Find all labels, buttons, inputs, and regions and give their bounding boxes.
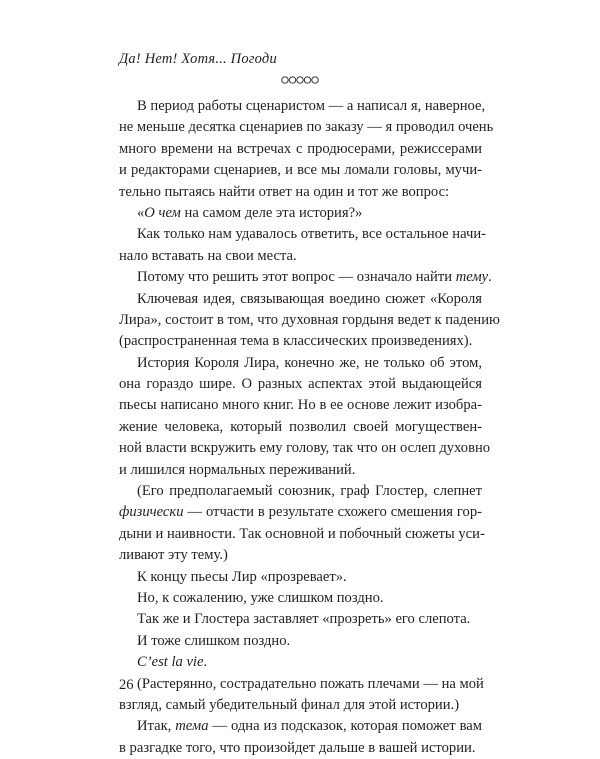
- text-segment: тельно пытаясь найти ответ на один и тот же вопрос:: [119, 183, 450, 200]
- text-line: [119, 353, 482, 374]
- text-segment: Ключевая идея, связывающая воедино сюжет «Короля: [137, 290, 482, 307]
- italic-text: О чем: [144, 204, 181, 221]
- italic-text: физически: [119, 504, 184, 521]
- text-line: [119, 289, 482, 310]
- text-segment: Но, к сожалению, уже слишком поздно.: [137, 589, 384, 606]
- text-line: [119, 203, 482, 224]
- text-segment: пьесы написано много книг. Но в ее основе лежит изобра-: [119, 397, 482, 414]
- text-segment: дыни и наивности. Так основной и побочный сюжеты уси-: [119, 525, 485, 542]
- text-segment: В период работы сценаристом — а написал я, наверное,: [137, 98, 486, 114]
- text-segment: К концу пьесы Лир «прозревает».: [137, 568, 347, 585]
- text-line: [119, 674, 482, 695]
- text-line: [119, 417, 482, 438]
- text-line: [119, 374, 482, 395]
- text-line: [119, 96, 486, 117]
- text-segment: на самом деле эта история?»: [180, 204, 363, 221]
- text-segment: ной власти вскружить ему голову, так что он ослеп духовно: [119, 440, 491, 457]
- text-line: [119, 481, 482, 502]
- text-line: [119, 609, 482, 630]
- text-segment: жение человека, который позволил своей могуществен-: [119, 418, 482, 435]
- text-line: [119, 182, 482, 203]
- text-line: [119, 631, 482, 652]
- text-segment: — отчасти в результате схожего смешения гор-: [183, 504, 482, 521]
- text-segment: «: [137, 204, 145, 221]
- text-segment: (Растерянно, сострадательно пожать плечами — на мой: [137, 675, 484, 692]
- text-line: [119, 588, 482, 609]
- text-segment: в разгадке того, что произойдет дальше в вашей истории.: [119, 739, 476, 756]
- text-line: [119, 438, 491, 459]
- text-segment: ливают эту тему.): [119, 547, 228, 564]
- text-segment: и редакторами сценариев, и все мы ломали головы, мучи-: [119, 162, 482, 179]
- text-segment: Так же и Глостера заставляет «прозреть» его слепота.: [137, 611, 471, 628]
- text-line: [119, 502, 482, 523]
- text-line: [119, 524, 485, 545]
- text-segment: Лира», состоит в том, что духовная гордыня ведет к падению: [119, 311, 500, 328]
- text-segment: (Его предполагаемый союзник, граф Глостер, слепнет: [137, 483, 482, 500]
- text-line: [119, 310, 500, 331]
- text-line: [119, 652, 482, 673]
- text-segment: Потому что решить этот вопрос — означало найти: [137, 269, 456, 286]
- italic-text: тема: [175, 718, 209, 735]
- ornament-circles: [270, 74, 330, 86]
- text-segment: .: [488, 269, 492, 286]
- text-line: [119, 716, 482, 737]
- text-line: [119, 267, 492, 288]
- page-number: 26: [119, 677, 134, 693]
- text-line: [119, 567, 482, 588]
- text-segment: много времени на встречах с продюсерами, режиссерами: [119, 140, 482, 157]
- italic-text: тему: [455, 269, 489, 286]
- body-text: [119, 96, 500, 759]
- text-line: [119, 331, 482, 352]
- text-line: [119, 738, 482, 759]
- text-segment: История Короля Лира, конечно же, не только об этом,: [137, 354, 482, 371]
- text-segment: — одна из подсказок, которая поможет вам: [208, 718, 482, 735]
- text-line: [119, 117, 494, 138]
- text-line: [119, 246, 482, 267]
- italic-text: C’est la vie: [137, 654, 204, 671]
- text-segment: (распространенная тема в классических произведениях).: [119, 333, 473, 350]
- text-segment: она гораздо шире. О разных аспектах этой выдающейся: [119, 376, 482, 393]
- text-segment: Итак,: [137, 718, 176, 735]
- text-line: [119, 160, 482, 181]
- text-segment: и лишился нормальных переживаний.: [119, 461, 356, 478]
- text-line: [119, 395, 482, 416]
- text-segment: Как только нам удавалось ответить, все остальное начи-: [137, 226, 486, 243]
- text-segment: И тоже слишком поздно.: [137, 632, 291, 649]
- text-segment: .: [203, 654, 208, 671]
- text-line: [119, 695, 482, 716]
- text-segment: не меньше десятка сценариев по заказу — я проводил очень: [119, 119, 494, 136]
- text-segment: нало вставать на свои места.: [119, 247, 297, 264]
- text-line: [119, 460, 482, 481]
- text-line: [119, 545, 482, 566]
- text-line: [119, 139, 482, 160]
- text-segment: взгляд, самый убедительный финал для этой истории.): [119, 696, 460, 713]
- text-line: [119, 224, 486, 245]
- running-head: Да! Нет! Хотя... Погоди: [119, 51, 277, 67]
